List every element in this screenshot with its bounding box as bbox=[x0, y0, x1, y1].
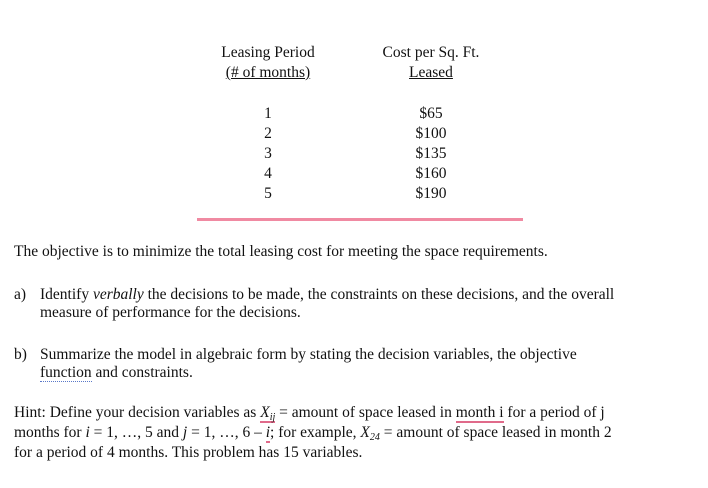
cost-header bbox=[372, 43, 490, 83]
cost-cell: $100 bbox=[415, 125, 447, 142]
hint-text: = 1, …, 6 – bbox=[187, 424, 266, 441]
part-a-emphasis: verbally bbox=[92, 286, 144, 303]
cost-header-title: Cost per Sq. Ft. bbox=[382, 44, 480, 61]
var-x24-letter: X bbox=[360, 424, 370, 441]
period-header bbox=[206, 43, 330, 83]
part-a-line2: measure of performance for the decisions. bbox=[40, 304, 301, 321]
var-j: j bbox=[182, 424, 188, 441]
period-column bbox=[206, 104, 330, 204]
part-a-label: a) bbox=[14, 286, 27, 303]
period-cell: 2 bbox=[264, 125, 272, 142]
part-a-line1 bbox=[40, 285, 614, 305]
part-a-text-start: Identify bbox=[40, 286, 93, 303]
hint-text: ; for example, bbox=[270, 424, 361, 441]
pink-divider bbox=[197, 218, 523, 221]
hint-line2 bbox=[14, 423, 612, 443]
cost-cell: $135 bbox=[415, 145, 447, 162]
month-i-phrase: month i bbox=[455, 404, 504, 421]
hint-text: Hint: Define your decision variables as bbox=[14, 404, 261, 421]
objective-statement: The objective is to minimize the total leasing cost for meeting the space requirements. bbox=[14, 243, 548, 260]
hint-text: = 1, …, 5 and bbox=[89, 424, 183, 441]
part-b-label: b) bbox=[14, 346, 27, 363]
var-x-subscript: ij bbox=[269, 412, 276, 423]
var-i: i bbox=[85, 424, 90, 441]
cost-cell: $160 bbox=[415, 165, 447, 182]
part-a-text-end: the decisions to be made, the constraints on these decisions, and the overall bbox=[143, 286, 615, 303]
hint-line1 bbox=[14, 403, 605, 423]
cost-header-subtitle: Leased bbox=[409, 64, 453, 81]
period-cell: 5 bbox=[264, 185, 272, 202]
var-x24-subscript: 24 bbox=[369, 432, 380, 443]
period-header-title: Leasing Period bbox=[221, 44, 315, 61]
hint-text: for a period of j bbox=[503, 404, 605, 421]
hint-line3: for a period of 4 months. This problem has 15 variables. bbox=[14, 444, 363, 461]
var-i-marked: i bbox=[265, 424, 271, 441]
hint-text: = amount of space leased in month 2 bbox=[379, 424, 612, 441]
var-x-letter: X bbox=[260, 404, 270, 421]
var-x-ij bbox=[260, 404, 275, 423]
hint-text: = amount of space leased in bbox=[275, 404, 456, 421]
part-b-line1: Summarize the model in algebraic form by stating the decision variables, the objective bbox=[40, 346, 577, 363]
cost-cell: $65 bbox=[419, 105, 443, 122]
part-b-line2 bbox=[40, 363, 193, 383]
part-b-line2-rest: and constraints. bbox=[91, 364, 193, 381]
var-x-24 bbox=[360, 424, 379, 441]
period-cell: 3 bbox=[264, 145, 272, 162]
period-cell: 1 bbox=[264, 105, 272, 122]
cost-cell: $190 bbox=[415, 185, 447, 202]
hint-text: months for bbox=[14, 424, 86, 441]
cost-column bbox=[372, 104, 490, 204]
spellcheck-word-function: function bbox=[40, 364, 92, 381]
period-header-subtitle: (# of months) bbox=[225, 64, 311, 81]
period-cell: 4 bbox=[264, 165, 272, 182]
